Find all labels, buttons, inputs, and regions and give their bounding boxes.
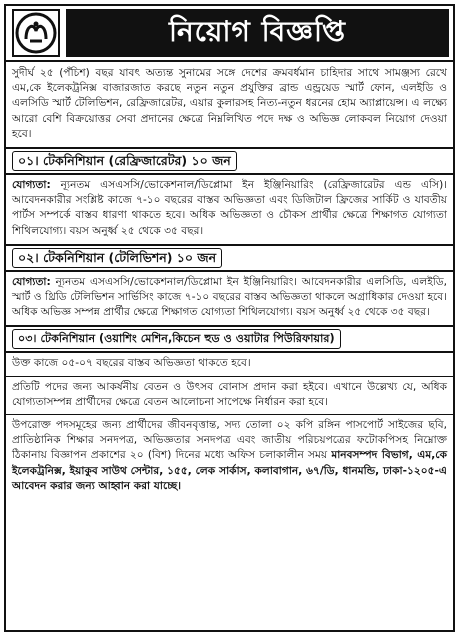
position-2-requirements xyxy=(6,272,453,324)
company-seal-logo xyxy=(12,9,60,57)
application-text: উপরোক্ত পদসমূহের জন্য প্রার্থীদের জীবনবৃত্তান্ত, সদ্য তোলা ০২ কপি রঙ্গিন পাসপোর্ট সাইজের ছবি, প্রাতিষ্ঠানিক শিক্ষার সনদপত্র, অভিজ্ঞতার সনদপত্র এবং জাতীয় পরিচয়পত্রের ফটোকপিসহ নিম্নোক্ত ঠিকানায় বিজ্ঞাপন প্রকাশের ২০ (বিশ) দিনের মধ্যে অফিস চলাকালীন সময় xyxy=(12,419,447,462)
job-notice xyxy=(4,4,455,632)
position-2-title: ০২। টেকনিশিয়ান (টেলিভিশন) ১০ জন xyxy=(12,248,222,268)
qualification-label: যোগ্যতা: xyxy=(12,275,51,288)
position-2-text: ন্যূনতম এসএসসি/ভোকেশনাল/ডিপ্লোমা ইন ইঞ্জিনিয়ারিং। আবেদনকারীর এলসিডি, এলইডি, স্মার্ট ও থ্রিডি টেলিভিশন সার্ভিসিং কাজে ৭-১০ বছরের বাস্তব অভিজ্ঞতা থাকলে অগ্রাধিকার দেওয়া হবে। অধিক অভিজ্ঞ সম্পন্ন প্রার্থীর ক্ষেত্রে শিক্ষাগত যোগ্যতা শিথিলযোগ্য। বয়স অনুর্ধ্ব ২৫ থেকে ৩৫ বছর। xyxy=(12,275,447,319)
application-paragraph xyxy=(6,415,453,497)
benefits-paragraph: প্রতিটি পদের জন্য আকর্ষনীয় বেতন ও উৎসব বোনাস প্রদান করা হইবে। এখানে উল্লেখ্য যে, অধিক যোগ্যতাসম্পন্ন প্রার্থীদের ক্ষেত্রে বেতন আলোচনা সাপেক্ষে নির্ধারন করা হবে। xyxy=(12,380,447,408)
position-3-requirements: উক্ত কাজে ০৫-০৭ বছরের বাস্তব অভিজ্ঞতা থাকতে হবে। xyxy=(12,357,251,370)
position-2-heading xyxy=(6,244,453,272)
position-1-requirements xyxy=(6,175,453,242)
position-3-heading xyxy=(6,325,453,353)
page-title: নিয়োগ বিজ্ঞপ্তি xyxy=(66,9,449,57)
position-1-title: ০১। টেকনিশিয়ান (রেফ্রিজারেটর) ১০ জন xyxy=(12,151,237,171)
notice-header xyxy=(6,6,453,62)
application-address: মানবসম্পদ বিভাগ, এম,কে ইলেকট্রনিক্স, ইয়াকুব সাউথ সেন্টার, ১৫৫, লেক সার্কাস, কলাবাগান, ৬৭/ডি, ধানমন্ডি, ঢাকা-১২০৫-এ আবেদন করার জন্য আহ্বান করা যাচ্ছে। xyxy=(12,449,447,492)
qualification-label: যোগ্যতা: xyxy=(12,179,51,192)
position-3-title: ০৩। টেকনিশিয়ান (ওয়াশিং মেশিন,কিচেন হুড ও ওয়াটার পিউরিফায়ার) xyxy=(12,329,341,349)
position-1-text: ন্যূনতম এসএসসি/ভোকেশনাল/ডিপ্লোমা ইন ইঞ্জিনিয়ারিং (রেফ্রিজারেটর এন্ড এসি)। আবেদনকারীর সংশ্লিষ্ট কাজে ৭-১০ বছরের বাস্তব অভিজ্ঞতা এবং ডিজিটাল ফ্রিজের সার্কিট ও যাবতীয় পার্টস সম্পর্কে বাস্তব ধারণা থাকতে হবে। অধিক অভিজ্ঞতা ও চৌকস প্রার্থীর ক্ষেত্রে শিক্ষাগত যোগ্যতা শিথিলযোগ্য। বয়স অনুর্ধ্ব ২৫ থেকে ৩৫ বছর। xyxy=(12,179,447,237)
position-1-heading xyxy=(6,147,453,175)
intro-paragraph: সুদীর্ঘ ২৫ (পঁচিশ) বছর যাবৎ অত্যন্ত সুনামের সঙ্গে দেশের ক্রমবর্ধমান চাহিদার সাথে সামঞ্জস্য রেখে এম,কে ইলেকট্রনিক্স বাজারজাত করছে নতুন নতুন প্রযুক্তির ব্রান্ড এন্ড্রয়েড স্মার্ট ফোন, এলইডি ও এলসিডি স্মার্ট টেলিভিশন, রেফ্রিজারেটর, এয়ার কুলারসহ নিত্য-নতুন ধরনের হোম অ্যাপ্লায়েন্স। এ লক্ষ্যে আরো বেশি বিক্রয়োত্তর সেবা প্রদানের ক্ষেত্রে নিম্নলিখিত পদে দক্ষ ও অভিজ্ঞ লোকবল নিয়োগ দেওয়া হবে। xyxy=(12,67,447,140)
